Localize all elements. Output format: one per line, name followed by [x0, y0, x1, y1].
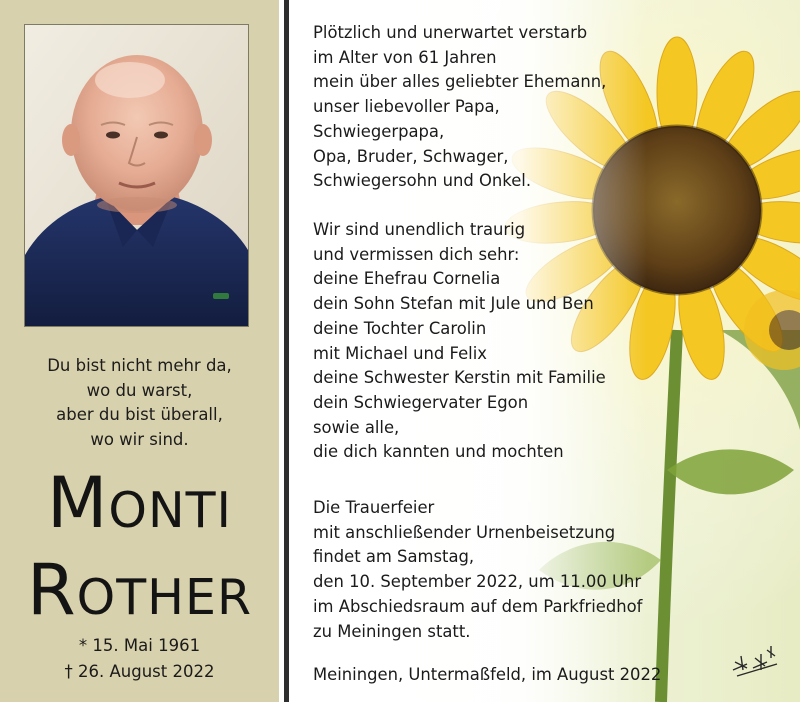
portrait-photo	[24, 24, 249, 327]
place-date: Meiningen, Untermaßfeld, im August 2022	[313, 665, 662, 684]
deceased-first-name: Monti	[46, 462, 232, 544]
death-date: † 26. August 2022	[64, 662, 215, 681]
funeral-text	[313, 496, 673, 644]
deceased-last-name: Rother	[27, 549, 252, 631]
mourner-line: dein Schwiegervater Egon	[313, 392, 529, 412]
funeral-line: mit anschließender Urnenbeisetzung	[313, 522, 616, 542]
right-panel	[289, 0, 800, 702]
memorial-quote	[0, 354, 279, 452]
funeral-line: zu Meiningen statt.	[313, 621, 471, 641]
mourners-text	[313, 218, 673, 465]
quote-line: wo du warst,	[86, 380, 193, 400]
mourner-line: deine Ehefrau Cornelia	[313, 269, 501, 289]
mourner-line: dein Sohn Stefan mit Jule und Ben	[313, 294, 594, 314]
quote-line: aber du bist überall,	[56, 405, 223, 424]
mourner-line: deine Tochter Carolin	[313, 318, 487, 338]
announcement-line: Plötzlich und unerwartet verstarb	[313, 23, 588, 42]
mourner-line: mit Michael und Felix	[313, 343, 487, 363]
left-panel	[0, 0, 279, 702]
announcement-text	[313, 21, 673, 194]
announcement-line: Schwiegerpapa,	[313, 121, 445, 141]
birth-date: * 15. Mai 1961	[78, 636, 201, 655]
mourner-line: deine Schwester Kerstin mit Familie	[313, 368, 606, 388]
mourner-line: und vermissen dich sehr:	[313, 244, 520, 264]
portrait-illustration	[25, 25, 248, 326]
funeral-line: den 10. September 2022, um 11.00 Uhr	[313, 572, 642, 592]
mourner-line: sowie alle,	[313, 417, 400, 437]
funeral-line: im Abschiedsraum auf dem Parkfriedhof	[313, 596, 643, 616]
announcement-line: mein über alles geliebter Ehemann,	[313, 72, 607, 92]
announcement-line: Schwiegersohn und Onkel.	[313, 171, 532, 191]
funeral-line: findet am Samstag,	[313, 547, 475, 567]
quote-line: wo wir sind.	[90, 429, 189, 449]
quote-line: Du bist nicht mehr da,	[47, 356, 232, 375]
announcement-line: Opa, Bruder, Schwager,	[313, 146, 509, 166]
funeral-line: Die Trauerfeier	[313, 498, 435, 517]
announcement-line: im Alter von 61 Jahren	[313, 47, 497, 67]
life-dates	[0, 633, 279, 685]
mourner-line: Wir sind unendlich traurig	[313, 220, 526, 239]
announcement-line: unser liebevoller Papa,	[313, 97, 500, 117]
mourner-line: die dich kannten und mochten	[313, 442, 564, 462]
